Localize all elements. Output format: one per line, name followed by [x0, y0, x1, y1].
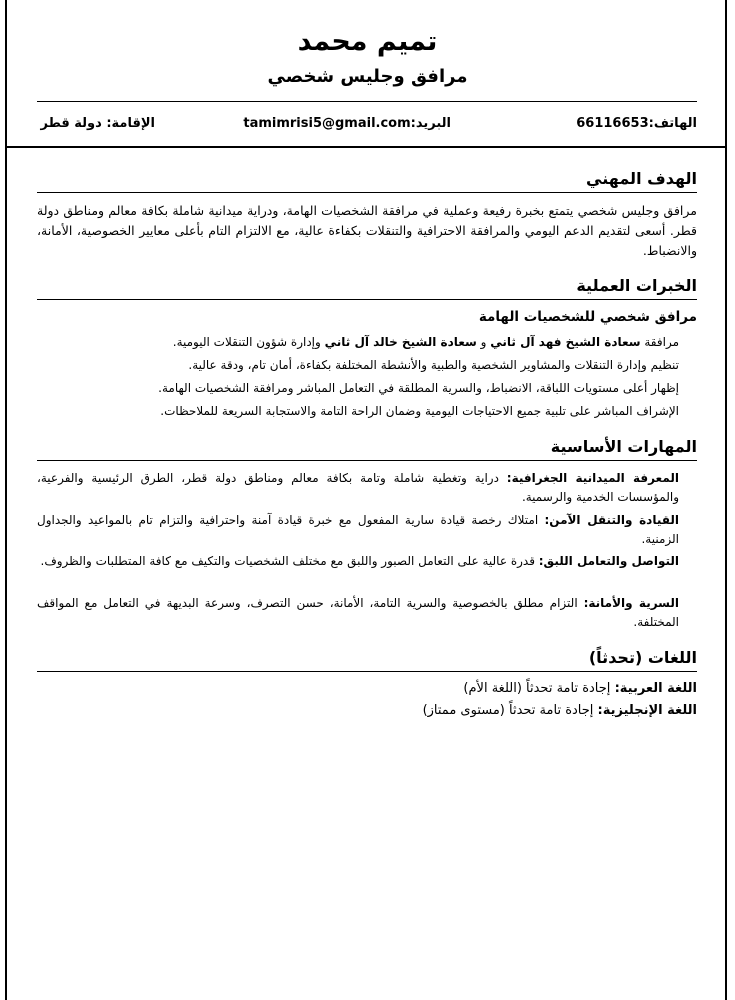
language-level: إجادة تامة تحدثاً (مستوى ممتاز) [422, 703, 598, 718]
bullet-text: مرافقة [640, 335, 679, 349]
email-label: البريد: [410, 116, 451, 131]
candidate-name: تميم محمد [297, 26, 438, 57]
phone-label: الهاتف: [648, 116, 697, 131]
section-title-languages: اللغات (تحدثاً) [588, 648, 697, 667]
skill-item [37, 552, 679, 571]
section-title-objective: الهدف المهني [586, 169, 697, 188]
language-level: إجادة تامة تحدثاً (اللغة الأم) [463, 681, 615, 696]
header-bottom-rule [5, 146, 727, 148]
contact-row [37, 116, 697, 136]
residence-label: الإقامة: [106, 116, 155, 131]
skill-text: التزام مطلق بالخصوصية والسرية التامة، الأمانة، حسن التصرف، وسرعة البديهة في التعامل مع المواقف المختلفة. [37, 596, 679, 629]
skill-label: القيادة والتنقل الآمن: [544, 513, 679, 527]
bullet-text: وإدارة شؤون التنقلات اليومية. [172, 335, 325, 349]
objective-text: مرافق وجليس شخصي يتمتع بخبرة رفيعة وعملية في مرافقة الشخصيات الهامة، ودراية ميدانية شاملة بكافة معالم ومناطق دولة قطر. أسعى لتقديم الدعم اليومي والمرافقة الاحترافية والتنقلات بكفاءة عالية، مع الالتزام التام بأعلى معايير الخصوصية، الأمانة، والانضباط. [37, 203, 697, 258]
skills-divider [37, 460, 697, 461]
job-subtitle: مرافق وجليس شخصي [267, 66, 468, 87]
skill-item [37, 594, 679, 632]
experience-bullet: تنظيم وإدارة التنقلات والمشاوير الشخصية والطبية والأنشطة المختلفة بكفاءة، أمان تام، ودقة عالية. [188, 358, 679, 372]
phone-value: 66116653 [576, 116, 649, 131]
experience-divider [37, 299, 697, 300]
section-title-skills: المهارات الأساسية [550, 437, 697, 456]
residence-value: دولة قطر [40, 116, 102, 131]
skill-label: المعرفة الميدانية الجغرافية: [506, 471, 679, 485]
job-title: مرافق شخصي للشخصيات الهامة [478, 309, 697, 325]
language-label: اللغة العربية: [614, 681, 697, 696]
languages-divider [37, 671, 697, 672]
section-title-experience: الخبرات العملية [576, 276, 697, 295]
language-item [463, 681, 697, 696]
language-item [423, 703, 697, 718]
email-value: tamimrisi5@gmail.com [243, 116, 411, 131]
contact-phone [576, 116, 697, 131]
experience-bullet [39, 334, 679, 350]
experience-bullet: الإشراف المباشر على تلبية جميع الاحتياجات اليومية وضمان الراحة التامة والاستجابة السريعة للملاحظات. [160, 404, 679, 418]
bullet-text: و [476, 335, 491, 349]
bullet-bold-name: سعادة الشيخ خالد آل ثاني [324, 335, 477, 349]
header-divider [37, 101, 697, 102]
language-label: اللغة الإنجليزية: [597, 703, 697, 718]
skill-label: التواصل والتعامل اللبق: [538, 554, 679, 568]
skill-text: امتلاك رخصة قيادة سارية المفعول مع خبرة قيادة آمنة واحترافية والتزام تام بالمواعيد والجداول الزمنية. [37, 513, 679, 546]
skill-item [37, 511, 679, 549]
contact-email [243, 116, 451, 131]
objective-divider [37, 192, 697, 193]
contact-residence [40, 116, 155, 131]
skill-text: دراية وتغطية شاملة وتامة بكافة معالم ومناطق دولة قطر، الطرق الرئيسية والفرعية، والمؤسسات الخدمية والرسمية. [37, 471, 679, 504]
experience-bullet: إظهار أعلى مستويات اللباقة، الانضباط، والسرية المطلقة في التعامل المباشر ومرافقة الشخصيات الهامة. [158, 381, 679, 395]
skill-label: السرية والأمانة: [583, 596, 679, 610]
skill-item [37, 469, 679, 507]
bullet-bold-name: سعادة الشيخ فهد آل ثاني [490, 335, 641, 349]
skill-text: قدرة عالية على التعامل الصبور واللبق مع مختلف الشخصيات والتكيف مع كافة المتطلبات والظروف. [40, 554, 539, 568]
